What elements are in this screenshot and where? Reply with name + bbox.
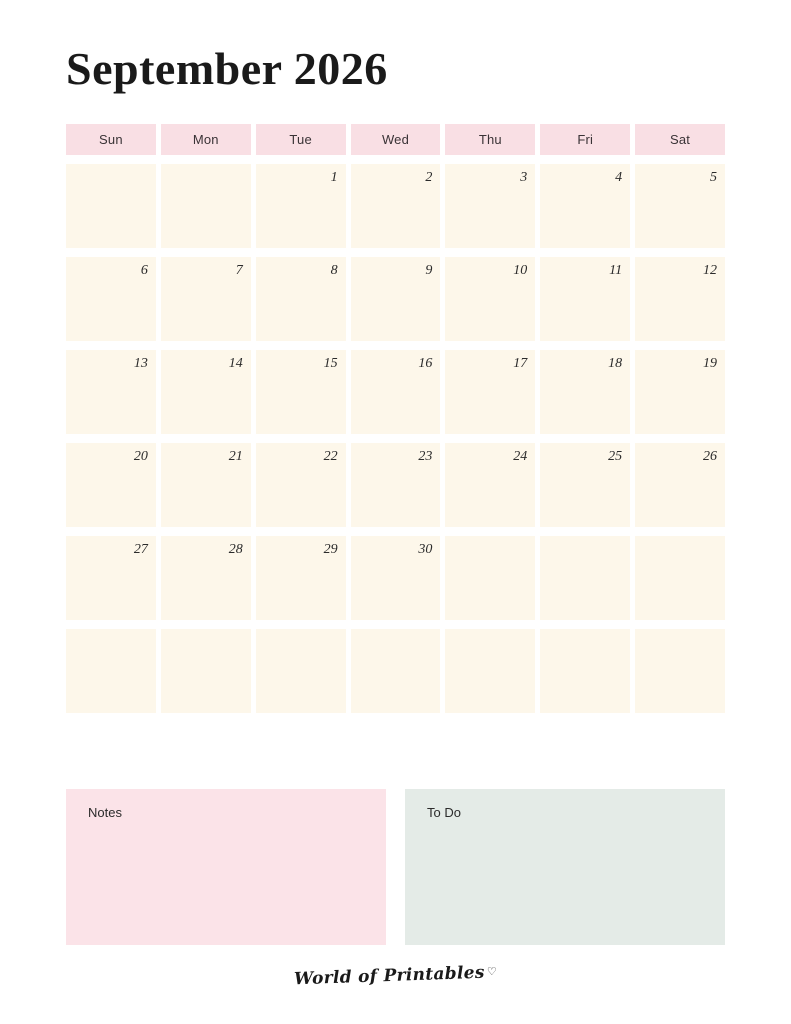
day-number: 25: [608, 449, 623, 464]
day-number: 5: [709, 170, 717, 185]
weekday-fri: Fri: [540, 124, 630, 155]
day-cell[interactable]: [351, 629, 441, 713]
day-cell[interactable]: [66, 257, 156, 341]
day-cell[interactable]: [635, 257, 725, 341]
day-cell[interactable]: [540, 257, 630, 341]
day-cell[interactable]: [635, 536, 725, 620]
weekday-thu: Thu: [445, 124, 535, 155]
day-number: 22: [323, 449, 338, 464]
day-number: 2: [425, 170, 433, 185]
day-cell[interactable]: [161, 629, 251, 713]
day-number: 13: [133, 356, 148, 371]
day-cell[interactable]: [256, 536, 346, 620]
day-cell[interactable]: [445, 443, 535, 527]
day-cell[interactable]: [256, 350, 346, 434]
day-number: 18: [608, 356, 623, 371]
todo-label: To Do: [427, 805, 461, 820]
day-cell[interactable]: [540, 350, 630, 434]
day-number: 23: [418, 449, 433, 464]
day-number: 29: [323, 542, 338, 557]
todo-box[interactable]: [405, 789, 725, 945]
day-cell[interactable]: [635, 350, 725, 434]
day-cell[interactable]: [445, 164, 535, 248]
day-cell[interactable]: [540, 629, 630, 713]
day-cell[interactable]: [161, 443, 251, 527]
day-cell[interactable]: [351, 536, 441, 620]
calendar-weeks: [66, 164, 725, 713]
day-cell[interactable]: [66, 443, 156, 527]
day-cell[interactable]: [351, 164, 441, 248]
day-number: 4: [615, 170, 623, 185]
day-number: 14: [228, 356, 243, 371]
day-cell[interactable]: [540, 536, 630, 620]
calendar-grid: [66, 124, 725, 722]
week-row: [66, 629, 725, 713]
day-number: 9: [425, 263, 433, 278]
day-cell[interactable]: [445, 536, 535, 620]
notes-box[interactable]: [66, 789, 386, 945]
day-number: 3: [520, 170, 528, 185]
day-number: 19: [702, 356, 717, 371]
day-number: 6: [140, 263, 148, 278]
day-cell[interactable]: [540, 164, 630, 248]
week-row: [66, 350, 725, 434]
day-number: 21: [228, 449, 243, 464]
day-cell[interactable]: [161, 257, 251, 341]
day-cell[interactable]: [161, 164, 251, 248]
week-row: [66, 536, 725, 620]
weekday-mon: Mon: [161, 124, 251, 155]
day-number: 20: [133, 449, 148, 464]
week-row: [66, 443, 725, 527]
day-number: 16: [418, 356, 433, 371]
day-cell[interactable]: [351, 350, 441, 434]
day-cell[interactable]: [256, 629, 346, 713]
weekday-sun: Sun: [66, 124, 156, 155]
day-cell[interactable]: [635, 629, 725, 713]
day-cell[interactable]: [256, 257, 346, 341]
day-cell[interactable]: [635, 443, 725, 527]
notes-label: Notes: [88, 805, 122, 820]
day-number: 30: [418, 542, 433, 557]
day-cell[interactable]: [66, 164, 156, 248]
day-number: 12: [702, 263, 717, 278]
day-number: 11: [609, 263, 623, 278]
day-number: 17: [513, 356, 528, 371]
brand-logo: World of Printables: [293, 963, 486, 990]
day-cell[interactable]: [351, 443, 441, 527]
day-number: 10: [513, 263, 528, 278]
day-number: 26: [702, 449, 717, 464]
weekday-wed: Wed: [351, 124, 441, 155]
page-title: September 2026: [66, 43, 388, 94]
week-row: [66, 164, 725, 248]
day-cell[interactable]: [256, 443, 346, 527]
heart-icon: ♡: [486, 966, 497, 978]
day-cell[interactable]: [445, 257, 535, 341]
day-cell[interactable]: [445, 350, 535, 434]
day-number: 24: [513, 449, 528, 464]
week-row: [66, 257, 725, 341]
day-cell[interactable]: [256, 164, 346, 248]
day-cell[interactable]: [540, 443, 630, 527]
day-cell[interactable]: [66, 350, 156, 434]
day-number: 7: [235, 263, 243, 278]
day-number: 27: [133, 542, 148, 557]
weekday-sat: Sat: [635, 124, 725, 155]
weekday-tue: Tue: [256, 124, 346, 155]
day-cell[interactable]: [66, 536, 156, 620]
weekday-header-row: [66, 124, 725, 155]
bottom-panels: [66, 789, 725, 945]
day-cell[interactable]: [635, 164, 725, 248]
day-number: 1: [330, 170, 338, 185]
day-cell[interactable]: [66, 629, 156, 713]
day-number: 8: [330, 263, 338, 278]
footer: [0, 963, 791, 990]
day-cell[interactable]: [161, 536, 251, 620]
day-number: 15: [323, 356, 338, 371]
day-number: 28: [228, 542, 243, 557]
day-cell[interactable]: [445, 629, 535, 713]
day-cell[interactable]: [351, 257, 441, 341]
day-cell[interactable]: [161, 350, 251, 434]
